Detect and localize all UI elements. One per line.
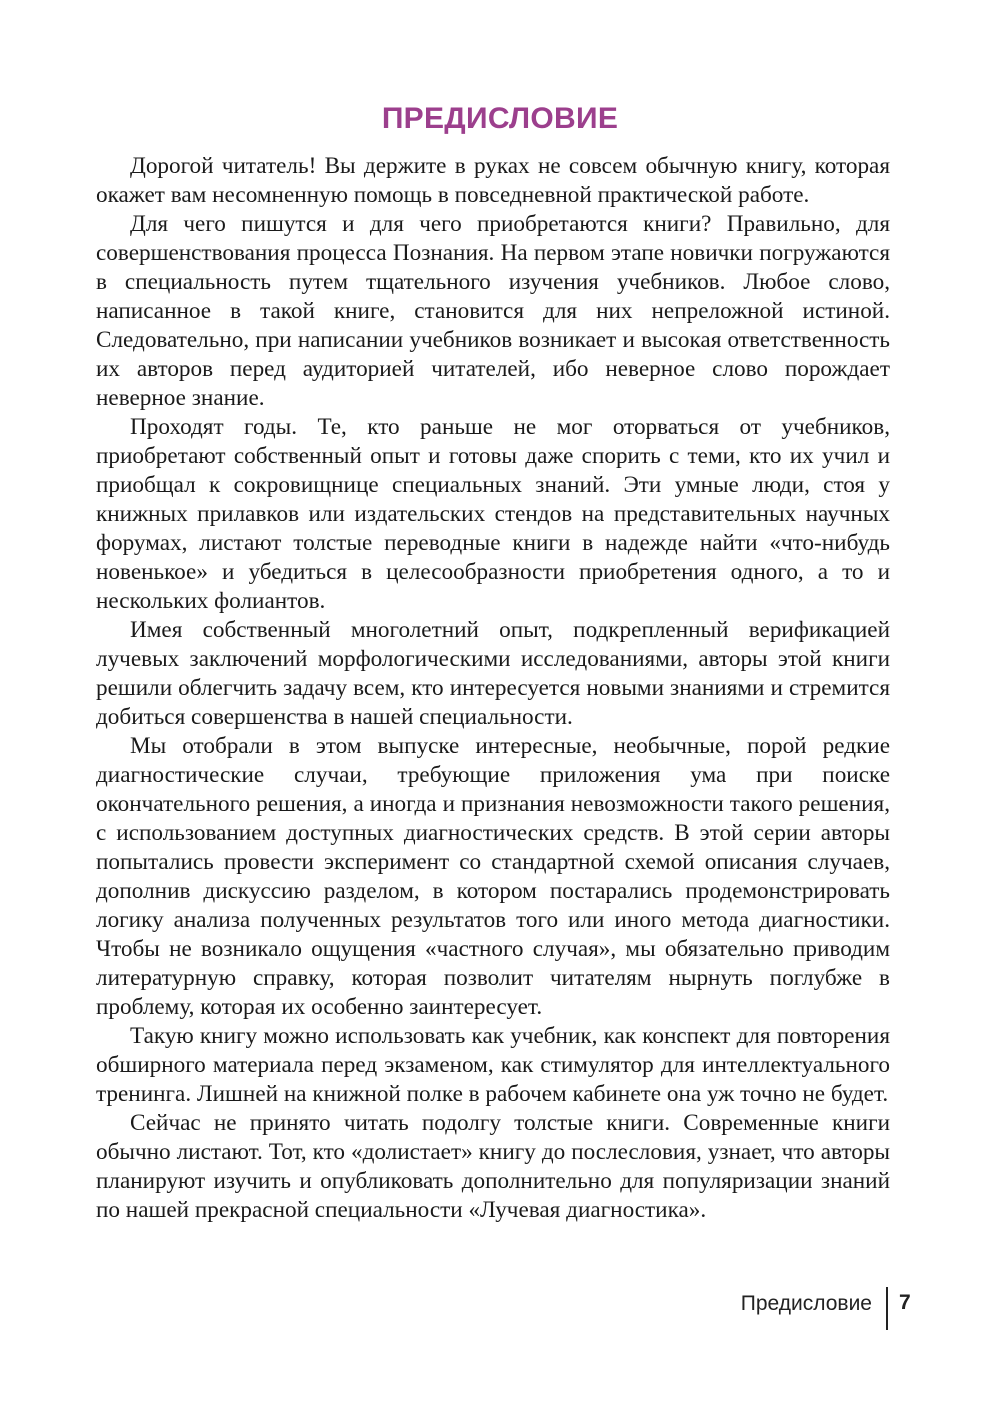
paragraph: Сейчас не принято читать подолгу толстые книги. Современные книги обычно листают. Тот, кто «долистает» книгу до послесловия, узнает, что авторы планируют изучить и опубликовать дополнительно для популяризации знаний по нашей прекрасной специальности «Лучевая диагностика».: [96, 1110, 890, 1223]
paragraph: Для чего пишутся и для чего приобретаются книги? Правильно, для совершенствования процесса Познания. На первом этапе новички погружаются в специальность путем тщательного изучения учебников. Любое слово, написанное в такой книге, становится для них непреложной истиной. Следовательно, при написании учебников возникает и высокая ответственность их авторов перед аудиторией читателей, ибо неверное слово порождает неверное знание.: [96, 211, 890, 411]
body-text: [96, 152, 890, 1225]
paragraph: Проходят годы. Те, кто раньше не мог оторваться от учебников, приобретают собственный опыт и готовы даже спорить с теми, кто их учил и приобщал к сокровищнице специальных знаний. Эти умные люди, стоя у книжных прилавков или издательских стендов на представительных научных форумах, листают толстые переводные книги в надежде найти «что-нибудь новенькое» и убедиться в целесообразности приобретения одного, а то и нескольких фолиантов.: [96, 414, 890, 614]
paragraph: Имея собственный многолетний опыт, подкрепленный верификацией лучевых заключений морфологическими исследованиями, авторы этой книги решили облегчить задачу всем, кто интересуется новыми знаниями и стремится добиться совершенства в нашей специальности.: [96, 617, 890, 730]
page-footer: [0, 1290, 1000, 1332]
paragraph: Такую книгу можно использовать как учебник, как конспект для повторения обширного материала перед экзаменом, как стимулятор для интеллектуального тренинга. Лишней на книжной полке в рабочем кабинете она уж точно не будет.: [96, 1023, 890, 1107]
page-title: ПРЕДИСЛОВИЕ: [381, 102, 619, 135]
paragraph: Мы отобрали в этом выпуске интересные, необычные, порой редкие диагностические случаи, требующие приложения ума при поиске окончательного решения, а иногда и признания невозможности такого решения, с использованием доступных диагностических средств. В этой серии авторы попытались провести эксперимент со стандартной схемой описания случаев, дополнив дискуссию разделом, в котором постарались продемонстрировать логику анализа полученных результатов того или иного метода диагностики. Чтобы не возникало ощущения «частного случая», мы обязательно приводим литературную справку, которая позволит читателям нырнуть поглубже в проблему, которая их особенно заинтересует.: [96, 733, 890, 1020]
footer-divider: [886, 1287, 888, 1330]
paragraph: Дорогой читатель! Вы держите в руках не совсем обычную книгу, которая окажет вам несомненную помощь в повседневной практической работе.: [96, 153, 890, 208]
page-number: 7: [899, 1291, 911, 1314]
running-footer-section: Предисловие: [740, 1292, 872, 1315]
